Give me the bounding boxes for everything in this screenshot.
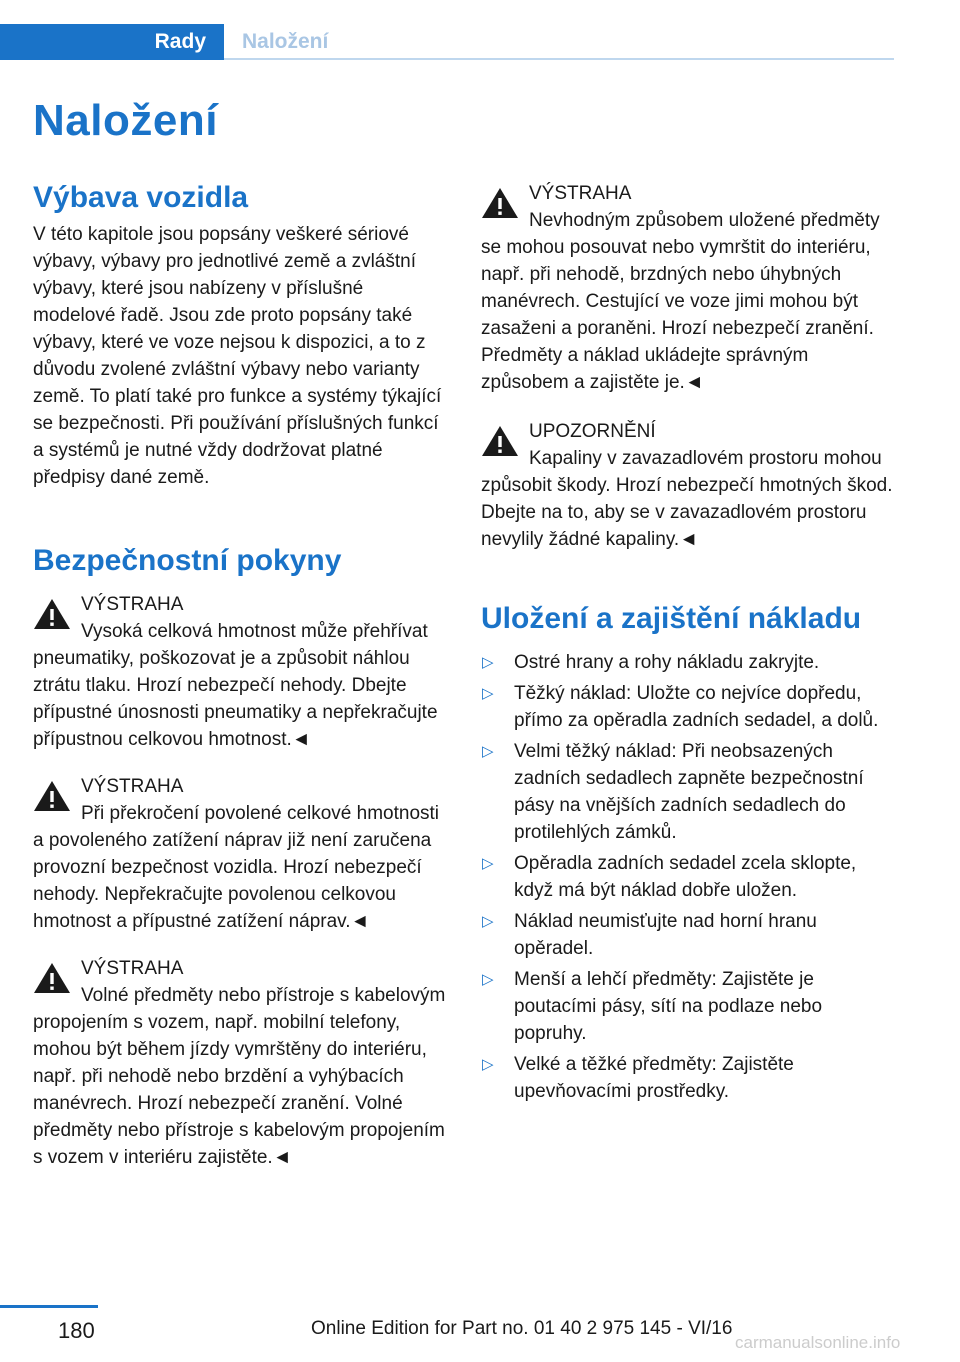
list-item xyxy=(481,738,895,846)
notice-text: Kapaliny v zavazadlovém prostoru mohou způsobit škody. Hrozí nebezpečí hmotných škod. Dbejte na to, aby se v zavazadlovém prostoru nevylily žádné kapaliny.◄ xyxy=(481,448,893,550)
triangle-bullet-icon: ▷ xyxy=(482,743,494,760)
list-item-text: Menší a lehčí předměty: Zajistěte je poutacími pásy, sítí na podlaze nebo popruhy. xyxy=(514,969,823,1044)
notice-block xyxy=(481,418,895,553)
list-item-text: Velké a těžké předměty: Zajistěte upevňovacími prostředky. xyxy=(514,1054,794,1102)
header-divider xyxy=(224,58,894,60)
warning-icon xyxy=(33,597,71,631)
triangle-bullet-icon: ▷ xyxy=(482,855,494,872)
tab-nalozeni[interactable]: Naložení xyxy=(242,30,329,53)
list-item-text: Těžký náklad: Uložte co nejvíce dopředu, přímo za opěradla zadních sedadel, a dolů. xyxy=(514,683,879,731)
warning-text: Vysoká celková hmotnost může přehřívat pneumatiky, poškozovat je a způsobit náhlou ztrátu tlaku. Hrozí nebezpečí nehody. Dbejte přípustné únosnosti pneumatiky a nepřekračujte přípustnou celkovou hmotnost.◄ xyxy=(33,621,438,750)
page-title: Naložení xyxy=(33,96,218,145)
list-item xyxy=(481,1051,895,1105)
list-item-text: Ostré hrany a rohy nákladu zakryjte. xyxy=(514,652,820,673)
watermark: carmanualsonline.info xyxy=(735,1333,901,1352)
warning-label: VÝSTRAHA xyxy=(81,776,184,797)
heading-bezpecnostni-pokyny: Bezpečnostní pokyny xyxy=(33,544,342,577)
notice-label: UPOZORNĚNÍ xyxy=(529,421,656,442)
warning-icon xyxy=(481,424,519,458)
warning-block xyxy=(33,955,447,1171)
warning-text: Volné předměty nebo přístroje s kabelovým propojením s vozem, např. mobilní telefony, mohou být během jízdy vymrštěny do interiéru, např. při nehodě nebo brzdění a vyhýbacích manévrech. Hrozí nebezpečí zranění. Volné předměty nebo přístroje s kabelovým propojením s vozem v interiéru zajistěte.◄ xyxy=(33,985,446,1168)
warning-text: Nevhodným způsobem uložené předměty se mohou posouvat nebo vymrštit do interiéru, např. při nehodě, brzdných nebo úhybných manévrech. Cestující ve voze jimi mohou být zasaženi a poraněni. Hrozí nebezpečí zranění. Předměty a náklad ukládejte správným způsobem a zajistěte je.◄ xyxy=(481,210,880,393)
list-item xyxy=(481,649,895,676)
list-item xyxy=(481,966,895,1047)
warning-block xyxy=(481,180,895,396)
edition-note: Online Edition for Part no. 01 40 2 975 145 - VI/16 xyxy=(311,1318,733,1339)
triangle-bullet-icon: ▷ xyxy=(482,654,494,671)
warning-label: VÝSTRAHA xyxy=(81,594,184,615)
list-item-text: Velmi těžký náklad: Při neobsazených zadních sedadlech zapněte bezpečnostní pásy na vnějších zadních sedadlech do protilehlých zámků. xyxy=(514,741,864,843)
page-number: 180 xyxy=(58,1318,95,1343)
right-column xyxy=(481,180,895,1109)
triangle-bullet-icon: ▷ xyxy=(482,685,494,702)
warning-label: VÝSTRAHA xyxy=(81,958,184,979)
warning-icon xyxy=(33,961,71,995)
tab-rady[interactable]: Rady xyxy=(0,24,224,60)
list-item xyxy=(481,850,895,904)
list-item-text: Náklad neumisťujte nad horní hranu opěradel. xyxy=(514,911,817,959)
warning-block xyxy=(33,591,447,753)
warning-text: Při překročení povolené celkové hmotnosti a povoleného zatížení náprav již není zaručena provozní bezpečnost vozidla. Hrozí nebezpečí nehody. Nepřekračujte povolenou celkovou hmotnost a přípustné zatížení náprav.◄ xyxy=(33,803,440,932)
footer-accent-line xyxy=(0,1305,98,1308)
warning-icon xyxy=(33,779,71,813)
vybava-paragraph: V této kapitole jsou popsány veškeré sériové výbavy, výbavy pro jednotlivé země a zvláštní výbavy, které jsou nabízeny v příslušné modelové řadě. Jsou zde proto popsány také výbavy, které ve voze nejsou k dispozici, a to z důvodu zvolené zvláštní výbavy nebo varianty země. To platí také pro funkce a systémy týkající se bezpečnosti. Při používání příslušných funkcí a systémů je nutné vždy dodržovat platné předpisy dané země. xyxy=(33,224,442,488)
list-item xyxy=(481,908,895,962)
warning-label: VÝSTRAHA xyxy=(529,183,632,204)
cargo-instructions-list xyxy=(481,649,895,1105)
triangle-bullet-icon: ▷ xyxy=(482,1056,494,1073)
list-item-text: Opěradla zadních sedadel zcela sklopte, když má být náklad dobře uložen. xyxy=(514,853,857,901)
header-bar xyxy=(0,24,894,60)
triangle-bullet-icon: ▷ xyxy=(482,971,494,988)
heading-vybava-vozidla: Výbava vozidla xyxy=(33,181,249,214)
warning-icon xyxy=(481,186,519,220)
heading-ulozeni-nakladu: Uložení a zajištění nákladu xyxy=(481,602,862,635)
triangle-bullet-icon: ▷ xyxy=(482,913,494,930)
list-item xyxy=(481,680,895,734)
warning-block xyxy=(33,773,447,935)
left-column xyxy=(33,180,447,1171)
